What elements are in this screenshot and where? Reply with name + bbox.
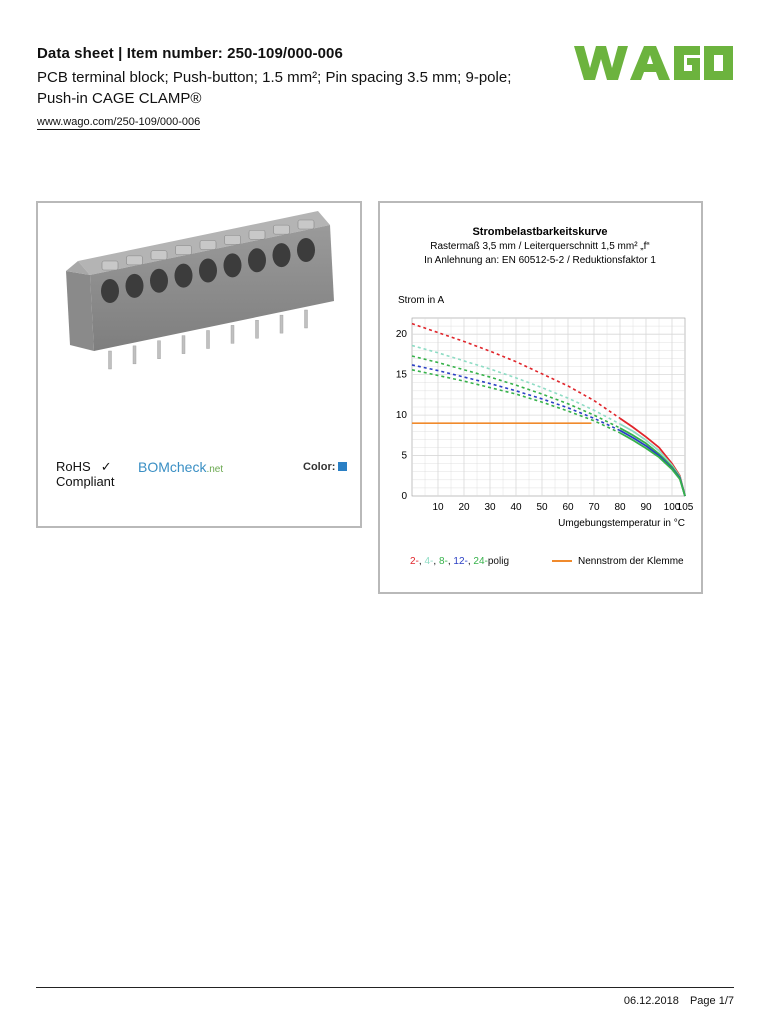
legend-separator: , [433, 556, 439, 567]
x-tick-label: 105 [676, 502, 694, 513]
push-button [274, 225, 290, 234]
y-tick-label: 5 [401, 450, 407, 462]
push-button [249, 230, 265, 239]
chart-legend-left [410, 556, 509, 567]
clamp-hole [175, 264, 193, 288]
solder-pin [158, 341, 161, 359]
push-button [176, 246, 192, 255]
y-axis-label: Strom in A [398, 295, 445, 306]
solder-pin [109, 351, 112, 369]
solder-pin [280, 315, 283, 333]
legend-separator: , [418, 556, 425, 567]
header-subtitle: PCB terminal block; Push-button; 1.5 mm²; Pin spacing 3.5 mm; 9-pole; Push-in CAGE CLAMP® [37, 69, 512, 107]
legend-suffix: polig [487, 556, 510, 567]
solder-pin [182, 336, 185, 354]
x-tick-label: 90 [640, 502, 652, 513]
x-tick-label: 50 [536, 502, 548, 513]
clamp-hole [297, 238, 315, 262]
color-swatch [338, 462, 347, 471]
color-indicator [303, 461, 347, 473]
push-button [102, 261, 118, 270]
chart-subtitle-2: In Anlehnung an: EN 60512-5-2 / Reduktionsfaktor 1 [424, 255, 656, 266]
push-button [298, 220, 314, 229]
y-tick-label: 10 [395, 410, 407, 422]
y-tick-label: 15 [395, 369, 407, 381]
footer [624, 995, 734, 1007]
product-panel [36, 201, 362, 528]
footer-date: 06.12.2018 [623, 995, 679, 1007]
clamp-hole [248, 248, 266, 272]
x-tick-label: 70 [588, 502, 600, 513]
wago-logo-text: WAGO [653, 81, 657, 82]
check-icon: ✓ [100, 459, 112, 474]
color-label: Color: [303, 461, 336, 473]
clamp-hole [273, 243, 291, 267]
x-tick-label: 40 [510, 502, 522, 513]
footer-page: Page 1/7 [689, 995, 734, 1007]
push-button [127, 256, 143, 265]
rohs-badge [56, 459, 115, 489]
legend-entry-4: 4- [424, 556, 434, 567]
x-tick-label: 60 [562, 502, 574, 513]
terminal-block-image [48, 211, 348, 396]
clamp-hole [150, 269, 168, 293]
clamp-hole [224, 253, 242, 277]
legend-entry-24: 24- [473, 556, 488, 567]
bomcheck-net-text: .net [206, 464, 224, 475]
clamp-hole [101, 279, 119, 303]
push-button [225, 235, 241, 244]
clamp-hole [199, 259, 217, 283]
x-tick-label: 20 [458, 502, 470, 513]
clamp-hole [126, 274, 144, 298]
push-button [200, 241, 216, 250]
header-title: Data sheet | Item number: 250-109/000-006 [37, 45, 343, 62]
x-tick-label: 30 [484, 502, 496, 513]
chart-panel [378, 201, 703, 594]
push-button [151, 251, 167, 260]
y-tick-label: 0 [401, 491, 407, 502]
bomcheck-logo [138, 459, 223, 475]
x-axis-label: Umgebungstemperatur in °C [558, 518, 685, 529]
rohs-label: RoHS [56, 459, 91, 474]
x-tick-label: 10 [432, 502, 444, 513]
current-capacity-chart [380, 203, 701, 592]
rohs-compliant-label: Compliant [56, 474, 115, 489]
legend-nennstrom: Nennstrom der Klemme [578, 556, 684, 567]
solder-pin [305, 310, 308, 328]
legend-entry-12: 12- [453, 556, 468, 567]
y-tick-label: 20 [395, 329, 407, 341]
x-tick-label: 80 [614, 502, 626, 513]
legend-separator: , [467, 556, 474, 567]
bomcheck-text: BOMcheck [138, 459, 207, 475]
solder-pin [231, 325, 234, 343]
wago-logo [574, 44, 733, 82]
product-link[interactable]: www.wago.com/250-109/000-006 [37, 116, 201, 128]
chart-subtitle-1: Rastermaß 3,5 mm / Leiterquerschnitt 1,5 mm² „f“ [430, 241, 650, 252]
x-tick-label: 100 [663, 502, 681, 513]
solder-pin [133, 346, 136, 364]
solder-pin [256, 320, 259, 338]
chart-title: Strombelastbarkeitskurve [472, 226, 608, 238]
legend-separator: , [447, 556, 454, 567]
footer-rule [36, 987, 734, 988]
legend-entry-8: 8- [438, 556, 448, 567]
legend-entry-2: 2- [410, 556, 419, 567]
solder-pin [207, 331, 210, 349]
